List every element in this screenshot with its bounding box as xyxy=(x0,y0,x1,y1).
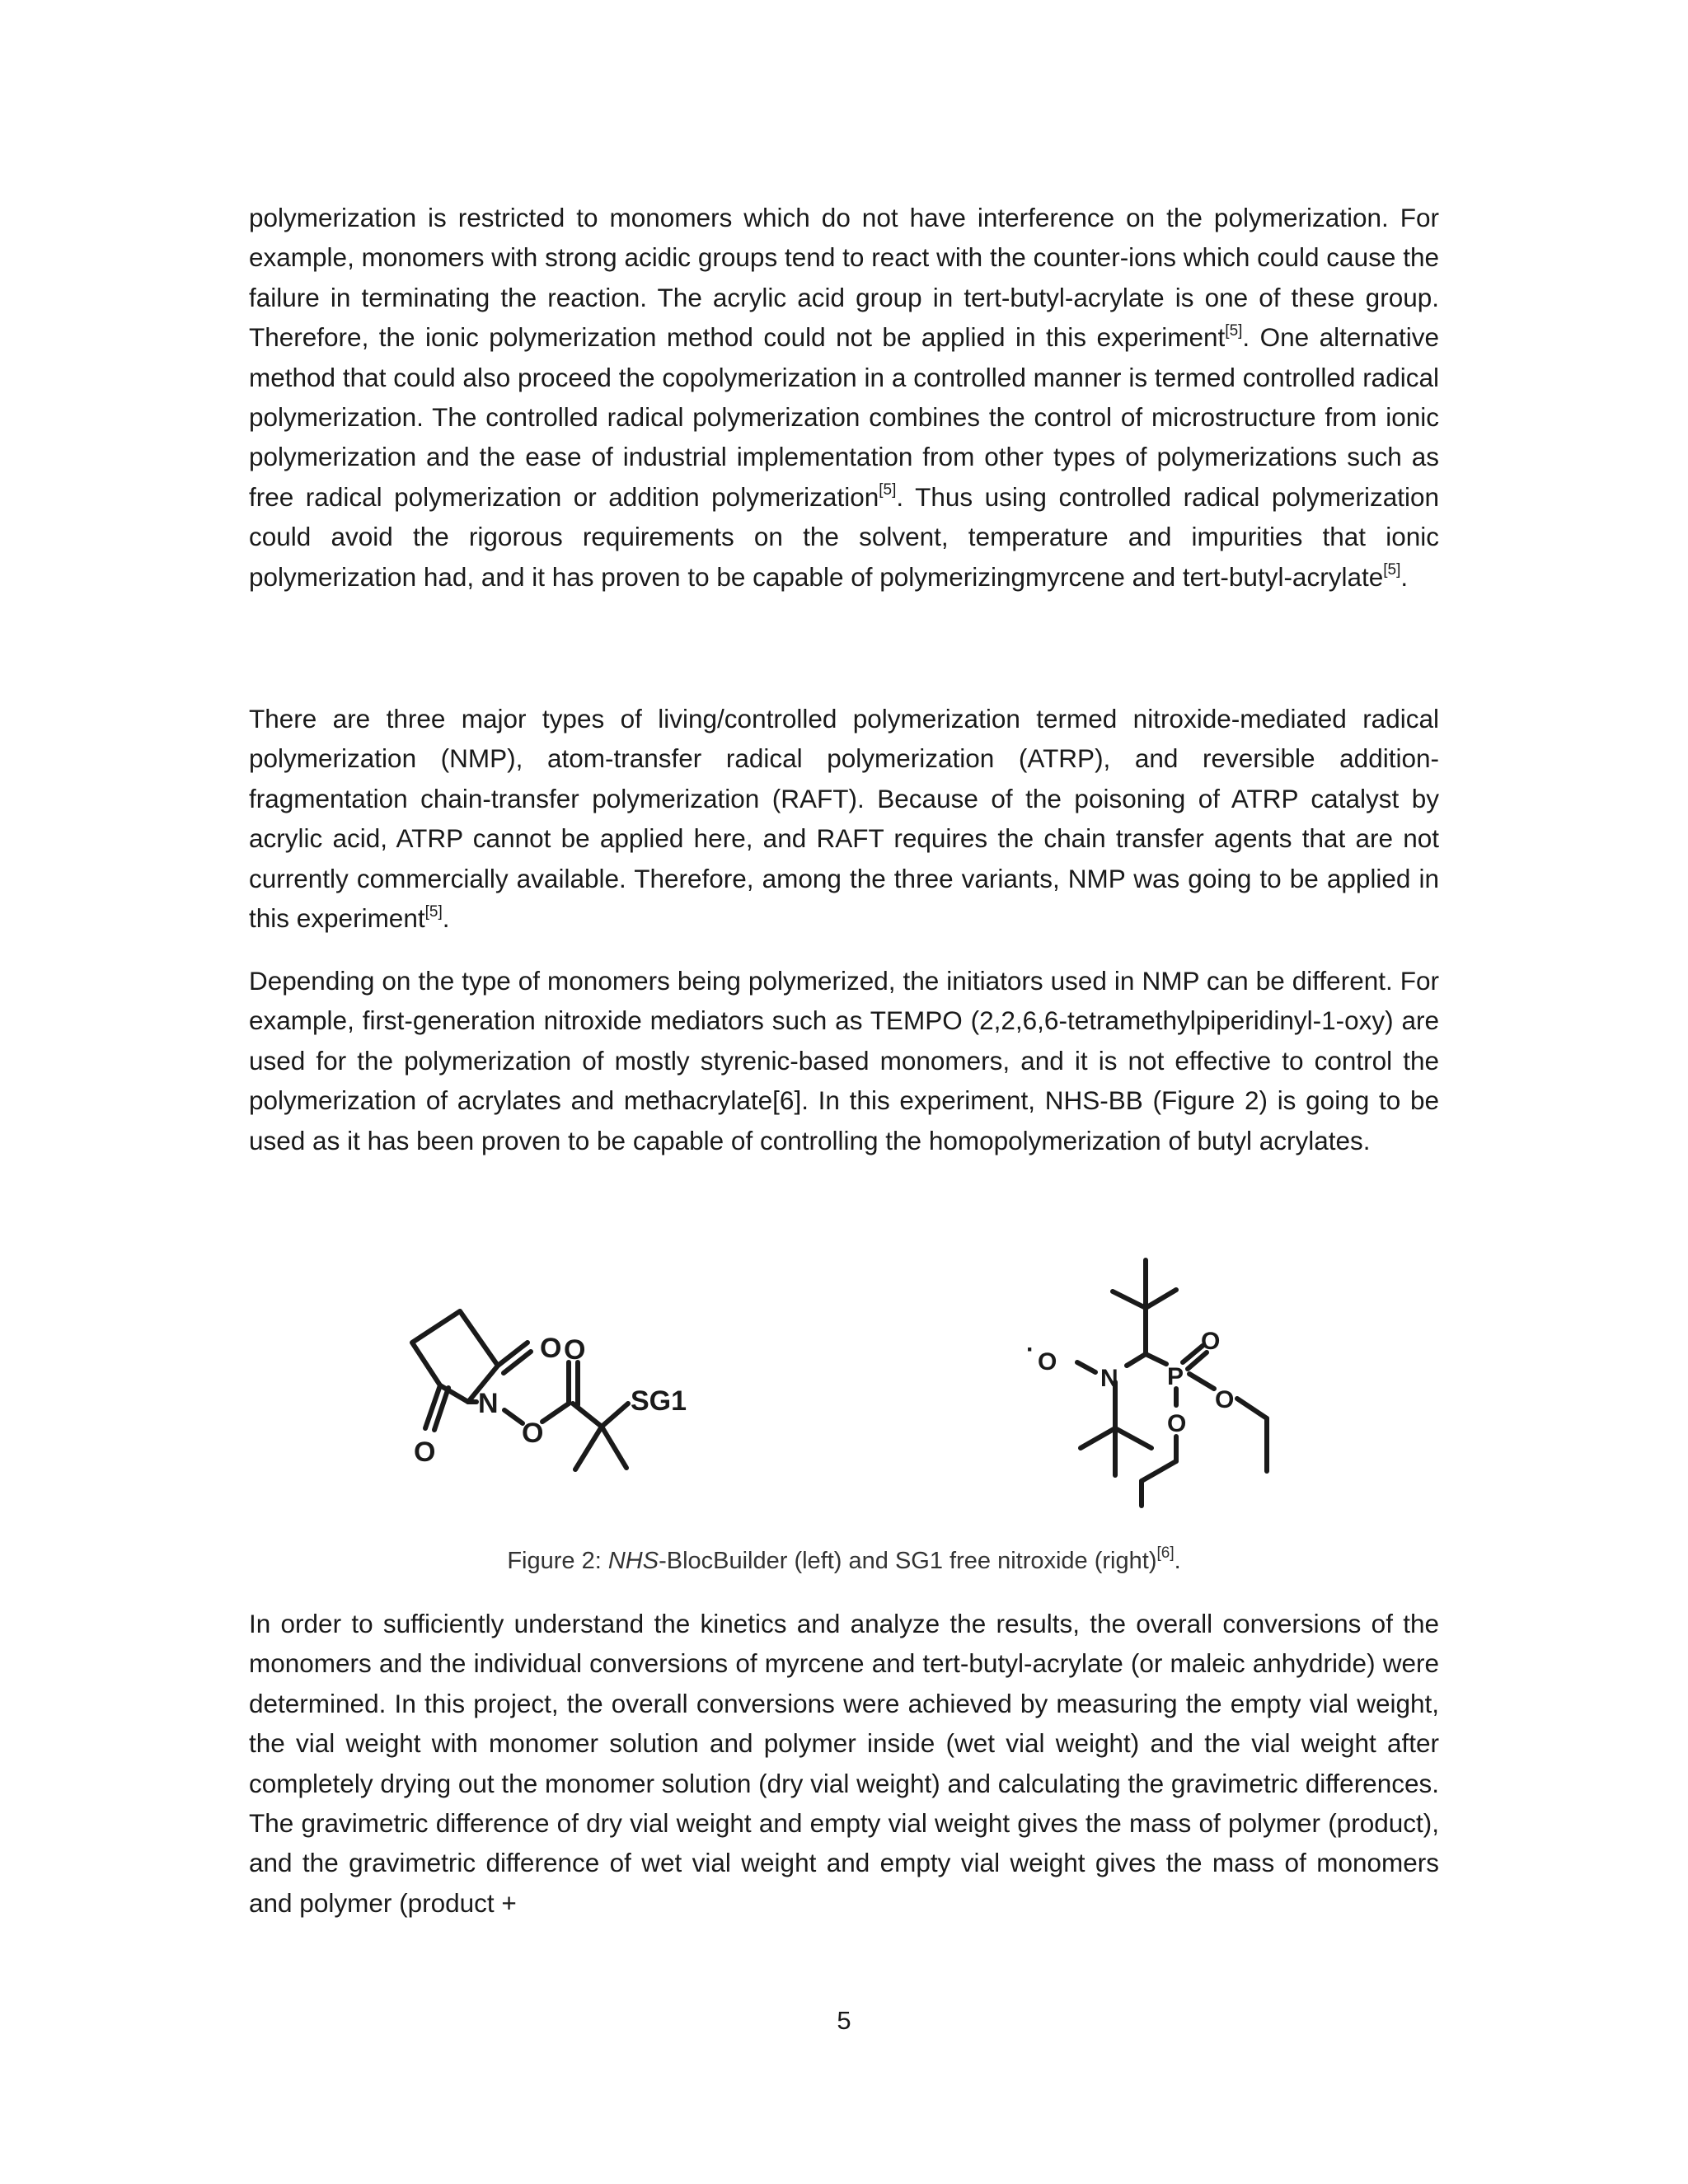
carbonyl-bond xyxy=(504,1352,531,1373)
bond xyxy=(1146,1354,1166,1364)
paragraph-nmp-initiators xyxy=(249,961,1439,1160)
methyl-bond xyxy=(602,1427,626,1468)
paragraph-text: . Thus using controlled radical polymerization could avoid the rigorous requirements on the solvent, temperature and impurities that ionic polymerization had, and it has proven to be capable of polymerizingmyrcene and tert-butyl-acrylate xyxy=(249,481,1439,592)
atom-label: O xyxy=(1201,1328,1221,1355)
bond xyxy=(542,1404,569,1422)
paragraph-text: . xyxy=(1400,561,1409,592)
sg1-nitroxide-structure xyxy=(1026,1257,1323,1512)
bond xyxy=(602,1404,628,1427)
atom-label: O xyxy=(1215,1386,1235,1413)
nhs-blocbuilder-bonds xyxy=(412,1311,628,1469)
radical-dot: · xyxy=(1026,1336,1034,1363)
caption-suffix: . xyxy=(1174,1548,1181,1574)
bond xyxy=(1077,1362,1095,1372)
tbutyl-bond xyxy=(1146,1290,1176,1308)
paragraph-text: In order to sufficiently understand the kinetics and analyze the results, the overall conversions of the monomers and the individual conversions of myrcene and tert-butyl-acrylate (or maleic anhydride) were determined. In this project, the overall conversions were achieved by measuring the empty vial weight, the vial weight with monomer solution and polymer inside (wet vial weight) and the vial weight after completely drying out the monomer solution (dry vial weight) and calculating the gravimetric differences. The gravimetric difference of dry vial weight and empty vial weight gives the mass of polymer (product), and the gravimetric difference of wet vial weight and empty vial weight gives the mass of monomers and polymer (product + xyxy=(249,1609,1439,1918)
bond xyxy=(504,1410,523,1423)
atom-label: O xyxy=(1167,1410,1187,1437)
bond xyxy=(1127,1354,1146,1366)
bond xyxy=(573,1404,602,1427)
paragraph-text: . xyxy=(442,903,450,934)
atom-label: O xyxy=(564,1334,586,1366)
atom-label: O xyxy=(1038,1348,1057,1376)
methyl-bond xyxy=(575,1427,602,1469)
citation-ref: [5] xyxy=(1383,561,1401,579)
paragraph-text: polymerization is restricted to monomers which do not have interference on the polymerization. For example, monomers with strong acidic groups tend to react with the counter-ions which could cause the failure in terminating the reaction. The acrylic acid group in tert-butyl-acrylate is one of these group. Therefore, the ionic polymerization method could not be applied in this experiment xyxy=(249,203,1439,353)
atom-label: O xyxy=(522,1418,544,1449)
caption-text: -BlocBuilder (left) and SG1 free nitroxide (right) xyxy=(659,1548,1157,1574)
atom-label: O xyxy=(414,1436,436,1468)
atom-label: P xyxy=(1167,1363,1184,1390)
citation-ref: [5] xyxy=(1225,321,1243,340)
sg1-label: SG1 xyxy=(631,1385,687,1417)
caption-prefix: Figure 2: xyxy=(507,1548,608,1574)
paragraph-conversions xyxy=(249,1604,1439,1923)
tbutyl-bond xyxy=(1115,1428,1151,1448)
atom-label: N xyxy=(478,1388,499,1419)
paragraph-ionic-vs-controlled xyxy=(249,198,1439,597)
atom-label: N xyxy=(1100,1365,1118,1392)
caption-italic: NHS xyxy=(607,1548,659,1574)
nhs-blocbuilder-structure xyxy=(363,1273,808,1496)
atom-label: O xyxy=(540,1333,562,1364)
page-number: 5 xyxy=(837,2006,851,2035)
paragraph-text: There are three major types of living/controlled polymerization termed nitroxide-mediated radical polymerization (NMP), atom-transfer radical polymerization (ATRP), and reversible addition-fragmentation chain-transfer polymerization (RAFT). Because of the poisoning of ATRP catalyst by acrylic acid, ATRP cannot be applied here, and RAFT requires the chain transfer agents that are not currently commercially available. Therefore, among the three variants, NMP was going to be applied in this experiment xyxy=(249,704,1439,934)
citation-ref: [6] xyxy=(1156,1544,1175,1563)
ethyl-bond xyxy=(1142,1461,1176,1481)
paragraph-text: Depending on the type of monomers being polymerized, the initiators used in NMP can be different. For example, first-generation nitroxide mediators such as TEMPO (2,2,6,6-tetramethylpiperidinyl-1-oxy) are used for the polymerization of mostly styrenic-based monomers, and it is not effective to control the polymerization of acrylates and methacrylate[6]. In this experiment, NHS-BB (Figure 2) is going to be used as it has been proven to be capable of controlling the homopolymerization of butyl acrylates. xyxy=(249,966,1439,1155)
tbutyl-bond xyxy=(1081,1428,1115,1448)
paragraph-text: . One alternative method that could also proceed the copolymerization in a controlled manner is termed controlled radical polymerization. The controlled radical polymerization combines the control of microstructure from ionic polymerization and the ease of industrial implementation from other types of polymerizations such as free radical polymerization or addition polymerization xyxy=(249,322,1439,512)
citation-ref: [5] xyxy=(879,481,897,499)
ethyl-bond xyxy=(1237,1399,1267,1418)
bond xyxy=(1189,1374,1214,1389)
figure-caption xyxy=(249,1544,1439,1577)
paragraph-living-polymerization-types xyxy=(249,699,1439,938)
citation-ref: [5] xyxy=(424,902,443,921)
tbutyl-bond xyxy=(1113,1291,1146,1308)
carbonyl-bond xyxy=(498,1343,528,1366)
